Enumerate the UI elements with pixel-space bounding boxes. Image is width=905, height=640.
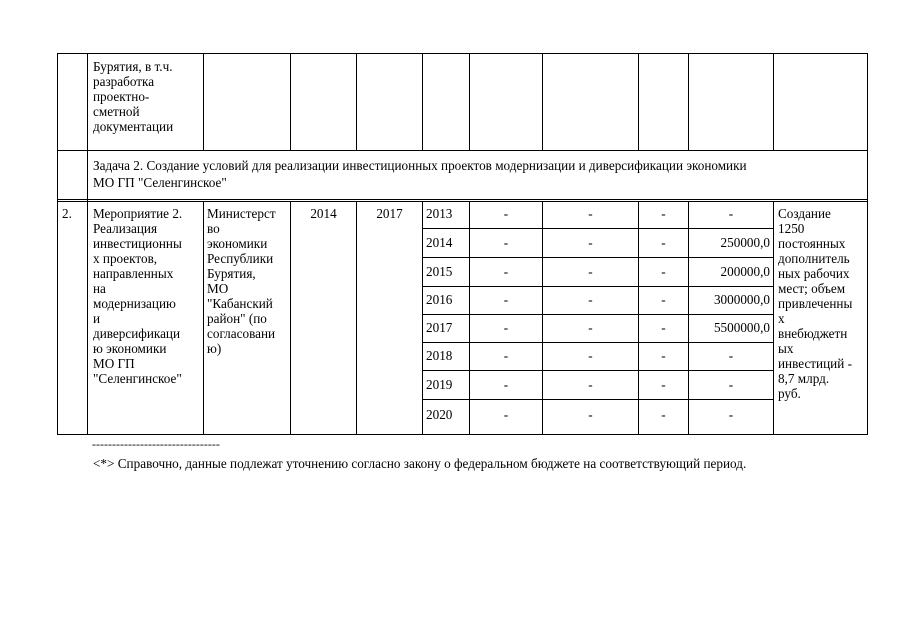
value-cell: - <box>661 264 666 279</box>
value-cell: - <box>503 206 509 221</box>
result-line: мест; объем <box>778 281 846 296</box>
executor-line: во <box>207 221 220 236</box>
value-cell: - <box>728 206 734 221</box>
value-cell: 3000000,0 <box>713 292 770 307</box>
result-line: привлеченны <box>778 296 853 311</box>
measure-name-line: и <box>93 311 101 326</box>
value-cell: - <box>661 407 666 422</box>
executor-line: экономики <box>207 236 268 251</box>
hline <box>422 399 773 400</box>
executor-line: ю) <box>207 341 222 356</box>
year-cell: 2018 <box>426 348 453 363</box>
year-cell: 2019 <box>426 377 453 392</box>
value-cell: - <box>503 407 509 422</box>
vline <box>867 53 868 435</box>
top-row-col2-line: документации <box>93 119 174 134</box>
hline <box>57 150 867 151</box>
value-cell: 5500000,0 <box>713 320 770 335</box>
top-row-col2-line: проектно- <box>93 89 150 104</box>
executor-line: Бурятия, <box>207 266 256 281</box>
value-cell: - <box>661 377 666 392</box>
measure-name-line: ю экономики <box>93 341 167 356</box>
result-line: внебюджетн <box>778 326 848 341</box>
vline <box>203 53 204 150</box>
executor-line: "Кабанский <box>207 296 273 311</box>
measure-name-line: направленных <box>93 266 174 281</box>
value-cell: - <box>588 348 593 363</box>
hline <box>57 201 867 202</box>
measure-name-line: модернизацию <box>93 296 176 311</box>
value-cell: 250000,0 <box>720 235 770 250</box>
vline <box>290 201 291 435</box>
year-cell: 2016 <box>426 292 453 307</box>
value-cell: - <box>588 377 593 392</box>
year-cell: 2013 <box>426 206 453 221</box>
task-2-title: Задача 2. Создание условий для реализации инвестиционных проектов модернизации и диверсификации экономики <box>93 158 747 173</box>
vline <box>356 53 357 150</box>
value-cell: - <box>588 235 593 250</box>
vline <box>57 53 58 435</box>
measure-name-line: Реализация <box>93 221 158 236</box>
value-cell: - <box>588 407 593 422</box>
executor-line: МО <box>207 281 229 296</box>
vline <box>542 53 543 150</box>
result-line: дополнитель <box>778 251 850 266</box>
vline <box>422 53 423 150</box>
measure-name-line: на <box>93 281 106 296</box>
task-2-title-cont: МО ГП "Селенгинское" <box>93 175 227 190</box>
value-cell: - <box>588 264 593 279</box>
vline <box>773 201 774 435</box>
top-row-col2-line: Бурятия, в т.ч. <box>93 59 173 74</box>
measure-name-line: "Селенгинское" <box>93 371 182 386</box>
result-line: 1250 <box>778 221 805 236</box>
value-cell: - <box>728 377 734 392</box>
executor-line: Министерст <box>207 206 276 221</box>
value-cell: - <box>588 206 593 221</box>
hline <box>57 53 867 54</box>
value-cell: - <box>503 320 509 335</box>
result-line: ных рабочих <box>778 266 850 281</box>
result-line: ых <box>778 341 794 356</box>
year-cell: 2014 <box>426 235 453 250</box>
measure-name-line: МО ГП <box>93 356 135 371</box>
measure-name-line: диверсификаци <box>93 326 181 341</box>
vline <box>638 53 639 150</box>
year-cell: 2017 <box>426 320 453 335</box>
result-line: х <box>778 311 785 326</box>
hline <box>57 199 867 200</box>
year-cell: 2020 <box>426 407 453 422</box>
result-line: 8,7 млрд. <box>778 371 830 386</box>
footnote-separator: -------------------------------- <box>92 437 220 451</box>
executor-line: Республики <box>207 251 274 266</box>
hline <box>422 314 773 315</box>
result-line: постоянных <box>778 236 846 251</box>
vline <box>203 201 204 435</box>
hline <box>422 286 773 287</box>
vline <box>87 53 88 435</box>
vline <box>422 201 423 435</box>
result-line: руб. <box>778 386 801 401</box>
value-cell: - <box>661 235 666 250</box>
value-cell: - <box>661 348 666 363</box>
hline <box>422 370 773 371</box>
top-row-col2-line: сметной <box>93 104 140 119</box>
vline <box>469 53 470 150</box>
value-cell: - <box>588 292 593 307</box>
end-year: 2017 <box>376 206 403 221</box>
value-cell: - <box>728 348 734 363</box>
result-line: Создание <box>778 206 831 221</box>
start-year: 2014 <box>310 206 337 221</box>
measure-name-line: инвестиционны <box>93 236 182 251</box>
year-cell: 2015 <box>426 264 453 279</box>
measure-number: 2. <box>62 206 72 221</box>
hline <box>422 228 773 229</box>
value-cell: - <box>661 292 666 307</box>
hline <box>422 257 773 258</box>
vline <box>688 53 689 150</box>
vline <box>290 53 291 150</box>
vline <box>773 53 774 150</box>
value-cell: - <box>503 377 509 392</box>
executor-line: согласовани <box>207 326 276 341</box>
value-cell: - <box>503 264 509 279</box>
vline <box>356 201 357 435</box>
value-cell: - <box>503 292 509 307</box>
hline <box>422 342 773 343</box>
value-cell: - <box>661 320 666 335</box>
measure-name-line: Мероприятие 2. <box>93 206 183 221</box>
value-cell: - <box>588 320 593 335</box>
value-cell: - <box>503 348 509 363</box>
value-cell: - <box>728 407 734 422</box>
hline <box>57 434 867 435</box>
measure-name-line: х проектов, <box>93 251 158 266</box>
top-row-col2-line: разработка <box>93 74 155 89</box>
executor-line: район" (по <box>207 311 267 326</box>
value-cell: - <box>503 235 509 250</box>
value-cell: - <box>661 206 666 221</box>
footnote-text: <*> Справочно, данные подлежат уточнению согласно закону о федеральном бюджете на соответствующий период. <box>93 456 747 471</box>
result-line: инвестиций - <box>778 356 852 371</box>
value-cell: 200000,0 <box>720 264 770 279</box>
